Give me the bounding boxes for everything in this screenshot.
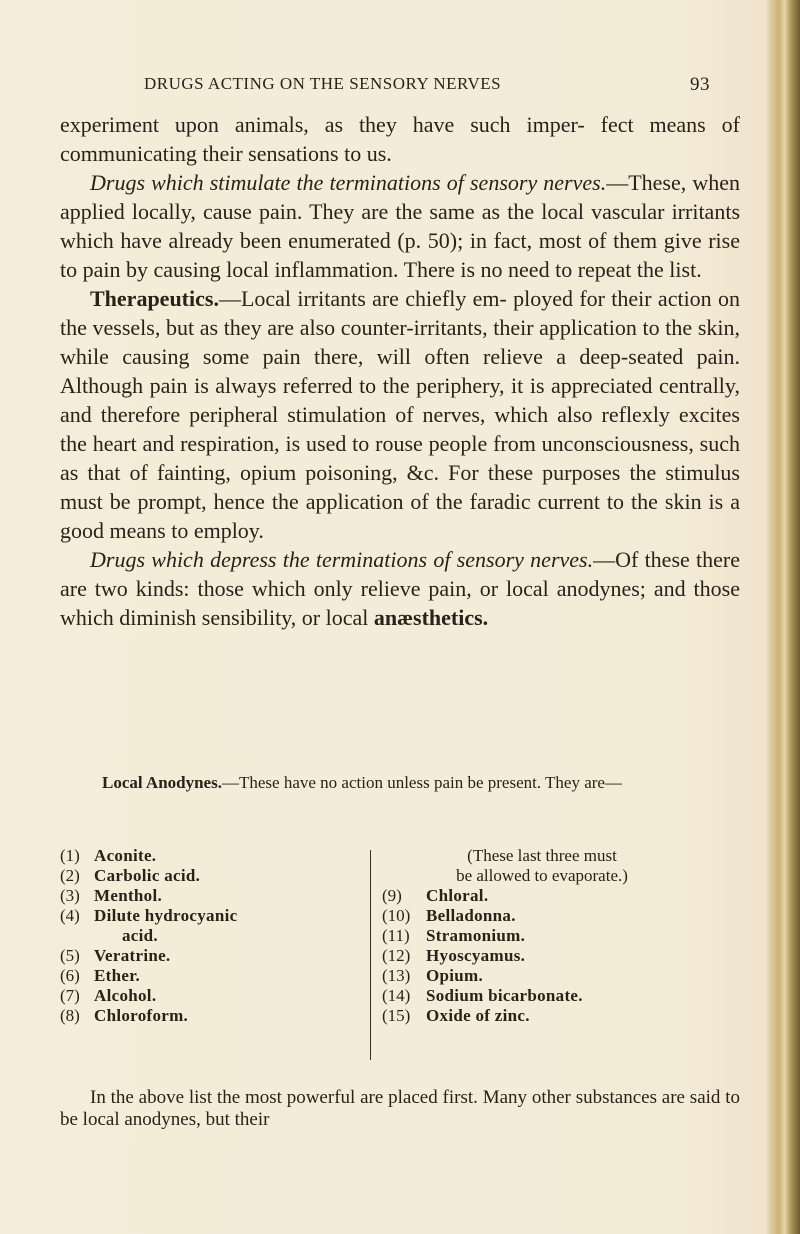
local-anodynes-paragraph xyxy=(60,772,740,794)
therapeutics-heading: Therapeutics. xyxy=(90,286,219,311)
paragraph-3-text: —Local irritants are chiefly em- ployed for their action on the vessels, but as they are also counter-irritants, their application to the skin, while causing some pain there, will often relieve a deep-seated pain. Although pain is always referred to the periphery, it is appreciated centrally, and therefore peripheral stimulation of nerves, which also reflexly excites the heart and respiration, is used to rouse people from unconsciousness, such as that of fainting, opium poisoning, &c. For these purposes the stimulus must be prompt, hence the application of the faradic current to the skin is a good means to employ. xyxy=(60,286,740,543)
paragraph-4 xyxy=(60,545,740,632)
item-name: Alcohol. xyxy=(94,986,157,1005)
item-number: (12) xyxy=(382,946,411,965)
item-name: acid. xyxy=(122,926,158,945)
evaporate-note-line-2: be allowed to evaporate.) xyxy=(456,866,628,885)
list-item xyxy=(382,966,742,986)
item-name: Chloroform. xyxy=(94,1006,189,1025)
list-item xyxy=(60,886,360,906)
list-item xyxy=(60,1006,360,1026)
paragraph-2 xyxy=(60,168,740,284)
running-title: DRUGS ACTING ON THE SENSORY NERVES xyxy=(144,74,502,93)
list-item xyxy=(382,946,742,966)
list-item xyxy=(60,986,360,1006)
paragraph-4-text: —Of these there are two kinds: those which only relieve pain, or local anodynes; and those which diminish sensibility, or local xyxy=(60,547,740,630)
list-item xyxy=(382,886,742,906)
closing-text: In the above list the most powerful are placed first. Many other substances are said to be local anodynes, but their xyxy=(60,1087,740,1130)
paragraph-1: experiment upon animals, as they have such imper- fect means of communicating their sensations to us. xyxy=(60,112,740,166)
list-left-column xyxy=(60,846,360,1026)
item-number: (2) xyxy=(60,866,80,885)
item-name: Belladonna. xyxy=(426,906,516,925)
item-name: Chloral. xyxy=(426,886,489,905)
local-anodynes-intro xyxy=(60,772,740,794)
anodynes-list xyxy=(60,846,740,1076)
item-name: Dilute hydrocyanic xyxy=(94,906,238,925)
item-number: (13) xyxy=(382,966,411,985)
paragraph-3 xyxy=(60,284,740,545)
item-number: (8) xyxy=(60,1006,80,1025)
book-spine xyxy=(772,0,800,1234)
item-number: (14) xyxy=(382,986,411,1005)
item-name: Aconite. xyxy=(94,846,157,865)
list-item xyxy=(382,1006,742,1026)
list-item xyxy=(60,846,360,866)
paragraph-2-text: —These, when applied locally, cause pain. They are the same as the local vascular irritants which have already been enumerated (p. 50); in fact, most of them give rise to pain by causing local inflammation. There is no need to repeat the list. xyxy=(60,170,740,282)
page-number: 93 xyxy=(690,74,710,95)
item-name: Oxide of zinc. xyxy=(426,1006,530,1025)
paragraph-4-heading: Drugs which depress the terminations of sensory nerves. xyxy=(90,547,594,572)
item-number: (1) xyxy=(60,846,80,865)
item-number: (9) xyxy=(382,886,402,905)
item-name: Menthol. xyxy=(94,886,163,905)
list-item xyxy=(382,986,742,1006)
local-anodynes-heading: Local Anodynes. xyxy=(102,773,222,792)
column-divider xyxy=(370,850,371,1060)
list-right-column xyxy=(382,846,742,1026)
list-item xyxy=(60,906,360,926)
item-number: (3) xyxy=(60,886,80,905)
item-name: Sodium bicarbonate. xyxy=(426,986,583,1005)
item-name: Veratrine. xyxy=(94,946,171,965)
item-name: Carbolic acid. xyxy=(94,866,201,885)
item-name: Opium. xyxy=(426,966,484,985)
list-item xyxy=(60,966,360,986)
evaporate-note-line-1: (These last three must xyxy=(467,846,617,865)
item-number: (5) xyxy=(60,946,80,965)
item-name: Stramonium. xyxy=(426,926,526,945)
list-item xyxy=(382,926,742,946)
item-name: Ether. xyxy=(94,966,141,985)
paragraph-2-heading: Drugs which stimulate the terminations of sensory nerves. xyxy=(90,170,607,195)
item-number: (6) xyxy=(60,966,80,985)
local-anodynes-text: —These have no action unless pain be present. They are— xyxy=(221,773,622,792)
item-number: (10) xyxy=(382,906,411,925)
list-item xyxy=(60,946,360,966)
item-name: Hyoscyamus. xyxy=(426,946,526,965)
item-number: (15) xyxy=(382,1006,411,1025)
list-item xyxy=(60,866,360,886)
anaesthetics-term: anæsthetics. xyxy=(373,605,489,630)
item-number xyxy=(60,926,94,946)
body-text xyxy=(60,110,740,632)
closing-paragraph xyxy=(60,1087,740,1131)
list-item xyxy=(60,926,360,946)
item-number: (7) xyxy=(60,986,80,1005)
item-number: (4) xyxy=(60,906,80,925)
item-number: (11) xyxy=(382,926,410,945)
list-item xyxy=(382,906,742,926)
